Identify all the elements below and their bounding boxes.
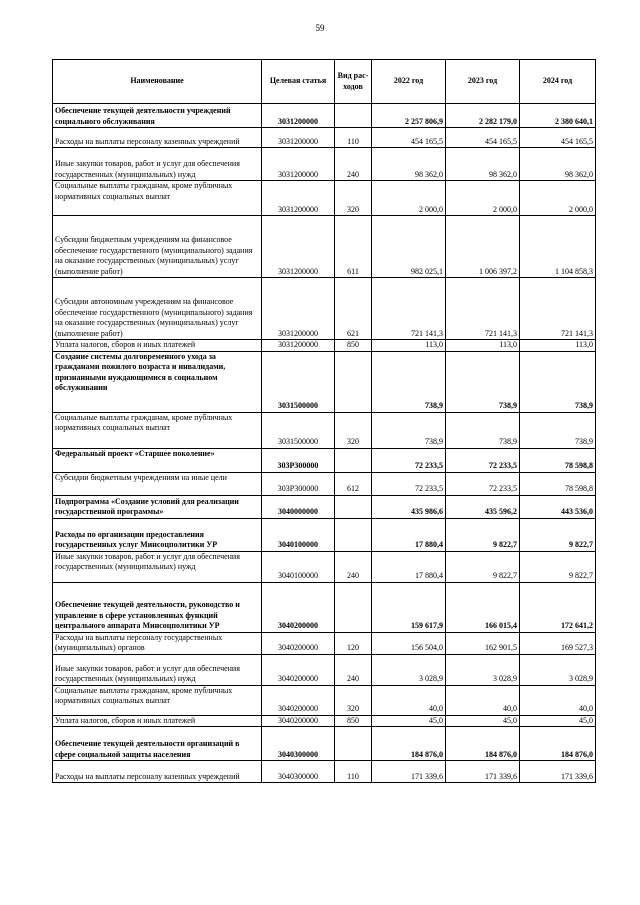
row-2022-cell: 738,9: [372, 412, 446, 448]
row-name-cell: Иные закупки товаров, работ и услуг для обеспечения государственных (муниципальных) нужд: [53, 654, 262, 685]
row-2024-cell: 1 104 858,3: [520, 216, 596, 278]
table-row: [53, 495, 596, 518]
row-2024-cell: 184 876,0: [520, 727, 596, 761]
row-2023-cell: 98 362,0: [446, 148, 520, 181]
table-row: [53, 340, 596, 352]
row-target-cell: 3031200000: [262, 148, 335, 181]
row-type-cell: [335, 495, 372, 518]
row-2024-cell: 738,9: [520, 412, 596, 448]
column-header-name: Наименование: [53, 60, 262, 104]
row-name-cell: Создание системы долговременного ухода за гражданами пожилого возраста и инвалидами, признанными нуждающимися в социальном обслуживании: [53, 351, 262, 412]
row-2023-cell: 9 822,7: [446, 518, 520, 551]
row-target-cell: 3040200000: [262, 685, 335, 715]
row-2024-cell: 454 165,5: [520, 128, 596, 148]
row-name-cell: Субсидии бюджетным учреждениям на финансовое обеспечение государственного (муниципального) задания на оказание государственных (муниципальных) услуг (выполнение работ): [53, 216, 262, 278]
row-2023-cell: 45,0: [446, 715, 520, 727]
row-2022-cell: 184 876,0: [372, 727, 446, 761]
table-row: [53, 551, 596, 582]
row-2023-cell: 40,0: [446, 685, 520, 715]
table-row: [53, 148, 596, 181]
row-2024-cell: 45,0: [520, 715, 596, 727]
table-body: [53, 104, 596, 783]
row-type-cell: 611: [335, 216, 372, 278]
row-target-cell: 3040000000: [262, 495, 335, 518]
row-2022-cell: 72 233,5: [372, 448, 446, 472]
row-name-cell: Уплата налогов, сборов и иных платежей: [53, 340, 262, 352]
table-row: [53, 727, 596, 761]
row-type-cell: 110: [335, 761, 372, 783]
table-row: [53, 412, 596, 448]
table-row: [53, 654, 596, 685]
row-2023-cell: 162 901,5: [446, 632, 520, 654]
row-type-cell: 850: [335, 340, 372, 352]
row-type-cell: 240: [335, 148, 372, 181]
row-2022-cell: 159 617,9: [372, 582, 446, 632]
row-2022-cell: 72 233,5: [372, 472, 446, 495]
row-2023-cell: 435 596,2: [446, 495, 520, 518]
row-2024-cell: 9 822,7: [520, 518, 596, 551]
row-name-cell: Субсидии автономным учреждениям на финансовое обеспечение государственного (муниципального) задания на оказание государственных (муниципальных) услуг (выполнение работ): [53, 278, 262, 340]
row-2022-cell: 738,9: [372, 351, 446, 412]
row-target-cell: 3031200000: [262, 340, 335, 352]
row-2023-cell: 9 822,7: [446, 551, 520, 582]
row-target-cell: 3031200000: [262, 104, 335, 128]
row-2023-cell: 2 282 179,0: [446, 104, 520, 128]
row-2023-cell: 454 165,5: [446, 128, 520, 148]
row-type-cell: 110: [335, 128, 372, 148]
row-name-cell: Субсидии бюджетным учреждениям на иные цели: [53, 472, 262, 495]
row-2023-cell: 72 233,5: [446, 448, 520, 472]
row-type-cell: [335, 351, 372, 412]
row-type-cell: 120: [335, 632, 372, 654]
row-name-cell: Расходы по организации предоставления государственных услуг Минсоцполитики УР: [53, 518, 262, 551]
table-row: [53, 472, 596, 495]
table-row: [53, 278, 596, 340]
row-type-cell: [335, 582, 372, 632]
row-name-cell: Иные закупки товаров, работ и услуг для обеспечения государственных (муниципальных) нужд: [53, 551, 262, 582]
row-target-cell: 3040200000: [262, 715, 335, 727]
table-row: [53, 351, 596, 412]
row-2022-cell: 17 880,4: [372, 551, 446, 582]
row-target-cell: 3040200000: [262, 582, 335, 632]
row-name-cell: Социальные выплаты гражданам, кроме публичных нормативных социальных выплат: [53, 685, 262, 715]
row-2022-cell: 982 025,1: [372, 216, 446, 278]
row-2024-cell: 78 598,8: [520, 472, 596, 495]
row-2022-cell: 721 141,3: [372, 278, 446, 340]
row-2022-cell: 17 880,4: [372, 518, 446, 551]
row-name-cell: Федеральный проект «Старшее поколение»: [53, 448, 262, 472]
row-target-cell: 303P300000: [262, 472, 335, 495]
row-2024-cell: 172 641,2: [520, 582, 596, 632]
row-2023-cell: 2 000,0: [446, 181, 520, 216]
row-type-cell: [335, 518, 372, 551]
column-header-target: Целевая статья: [262, 60, 335, 104]
table-header-row: [53, 60, 596, 104]
table-row: [53, 448, 596, 472]
row-2023-cell: 184 876,0: [446, 727, 520, 761]
table-row: [53, 715, 596, 727]
row-target-cell: 3040100000: [262, 551, 335, 582]
row-name-cell: Подпрограмма «Создание условий для реализации государственной программы»: [53, 495, 262, 518]
row-target-cell: 3031200000: [262, 181, 335, 216]
row-target-cell: 3040200000: [262, 654, 335, 685]
row-name-cell: Уплата налогов, сборов и иных платежей: [53, 715, 262, 727]
table-row: [53, 632, 596, 654]
row-2023-cell: 721 141,3: [446, 278, 520, 340]
row-2022-cell: 171 339,6: [372, 761, 446, 783]
row-2024-cell: 169 527,3: [520, 632, 596, 654]
row-target-cell: 3040300000: [262, 727, 335, 761]
row-2024-cell: 113,0: [520, 340, 596, 352]
row-type-cell: 240: [335, 654, 372, 685]
row-name-cell: Социальные выплаты гражданам, кроме публичных нормативных социальных выплат: [53, 181, 262, 216]
row-type-cell: 621: [335, 278, 372, 340]
row-type-cell: [335, 104, 372, 128]
row-2023-cell: 166 015,4: [446, 582, 520, 632]
row-2022-cell: 156 504,0: [372, 632, 446, 654]
row-2024-cell: 3 028,9: [520, 654, 596, 685]
row-2024-cell: 738,9: [520, 351, 596, 412]
row-name-cell: Обеспечение текущей деятельности, руководство и управление в сфере установленных функций центрального аппарата Минсоцполитики УР: [53, 582, 262, 632]
table-row: [53, 761, 596, 783]
row-name-cell: Иные закупки товаров, работ и услуг для обеспечения государственных (муниципальных) нужд: [53, 148, 262, 181]
row-target-cell: 3031200000: [262, 128, 335, 148]
row-name-cell: Обеспечение текущей деятельности учреждений социального обслуживания: [53, 104, 262, 128]
row-2022-cell: 2 257 806,9: [372, 104, 446, 128]
row-2023-cell: 113,0: [446, 340, 520, 352]
row-2023-cell: 738,9: [446, 351, 520, 412]
table-row: [53, 216, 596, 278]
row-name-cell: Обеспечение текущей деятельности организаций в сфере социальной защиты населения: [53, 727, 262, 761]
row-2022-cell: 45,0: [372, 715, 446, 727]
row-2022-cell: 454 165,5: [372, 128, 446, 148]
row-2022-cell: 2 000,0: [372, 181, 446, 216]
row-type-cell: 320: [335, 181, 372, 216]
row-2024-cell: 443 536,0: [520, 495, 596, 518]
row-2024-cell: 9 822,7: [520, 551, 596, 582]
row-name-cell: Социальные выплаты гражданам, кроме публичных нормативных социальных выплат: [53, 412, 262, 448]
table-row: [53, 518, 596, 551]
row-type-cell: [335, 448, 372, 472]
row-name-cell: Расходы на выплаты персоналу государственных (муниципальных) органов: [53, 632, 262, 654]
table-row: [53, 128, 596, 148]
row-type-cell: 240: [335, 551, 372, 582]
row-2024-cell: 40,0: [520, 685, 596, 715]
row-2022-cell: 98 362,0: [372, 148, 446, 181]
column-header-2022: 2022 год: [372, 60, 446, 104]
row-2022-cell: 40,0: [372, 685, 446, 715]
row-type-cell: 612: [335, 472, 372, 495]
row-2024-cell: 721 141,3: [520, 278, 596, 340]
row-name-cell: Расходы на выплаты персоналу казенных учреждений: [53, 128, 262, 148]
row-target-cell: 3040100000: [262, 518, 335, 551]
row-2023-cell: 1 006 397,2: [446, 216, 520, 278]
row-2024-cell: 98 362,0: [520, 148, 596, 181]
row-2022-cell: 3 028,9: [372, 654, 446, 685]
row-2023-cell: 738,9: [446, 412, 520, 448]
table-row: [53, 181, 596, 216]
row-2022-cell: 113,0: [372, 340, 446, 352]
row-2023-cell: 3 028,9: [446, 654, 520, 685]
row-target-cell: 3031500000: [262, 412, 335, 448]
row-type-cell: 320: [335, 685, 372, 715]
row-2023-cell: 72 233,5: [446, 472, 520, 495]
row-2024-cell: 78 598,8: [520, 448, 596, 472]
row-type-cell: 850: [335, 715, 372, 727]
row-target-cell: 3040300000: [262, 761, 335, 783]
row-name-cell: Расходы на выплаты персоналу казенных учреждений: [53, 761, 262, 783]
column-header-2024: 2024 год: [520, 60, 596, 104]
row-2023-cell: 171 339,6: [446, 761, 520, 783]
row-target-cell: 3031200000: [262, 278, 335, 340]
row-target-cell: 3031200000: [262, 216, 335, 278]
table-row: [53, 104, 596, 128]
table-row: [53, 685, 596, 715]
table-row: [53, 582, 596, 632]
row-2024-cell: 171 339,6: [520, 761, 596, 783]
budget-table: [52, 59, 596, 783]
row-target-cell: 3040200000: [262, 632, 335, 654]
row-2022-cell: 435 986,6: [372, 495, 446, 518]
column-header-2023: 2023 год: [446, 60, 520, 104]
row-target-cell: 303P300000: [262, 448, 335, 472]
row-2024-cell: 2 000,0: [520, 181, 596, 216]
row-type-cell: [335, 727, 372, 761]
column-header-type: Вид рас-ходов: [335, 60, 372, 104]
row-target-cell: 3031500000: [262, 351, 335, 412]
page-number: 59: [315, 23, 325, 33]
row-type-cell: 320: [335, 412, 372, 448]
row-2024-cell: 2 380 640,1: [520, 104, 596, 128]
